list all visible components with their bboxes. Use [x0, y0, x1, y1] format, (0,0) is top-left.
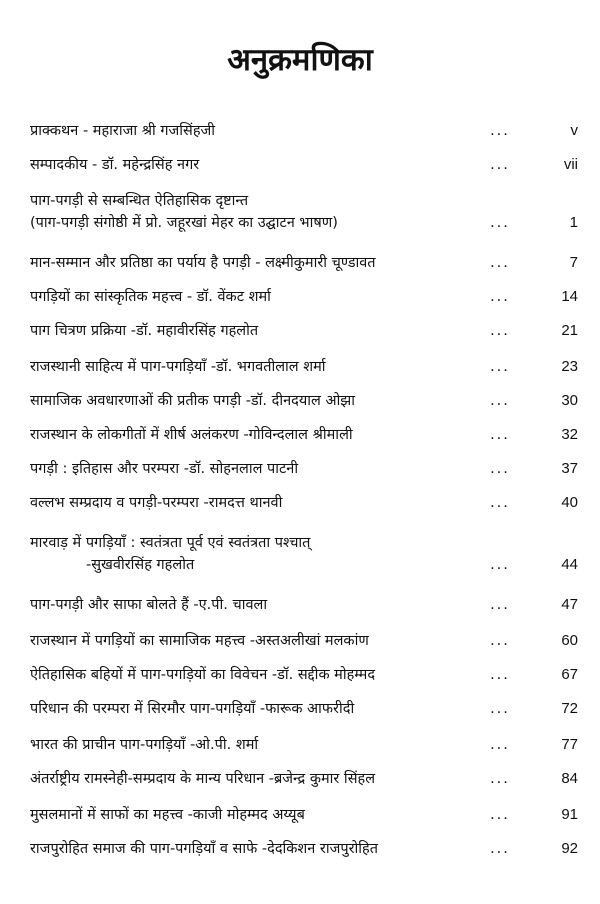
- toc-entry-title-line: पगड़ी : इतिहास और परम्परा -डॉ. सोहनलाल पाटनी: [30, 461, 299, 477]
- toc-entry: [30, 664, 578, 686]
- toc-entry-leader-dots: ...: [490, 771, 510, 787]
- toc-entry: [30, 320, 578, 342]
- toc-entry-title-line: राजस्थान के लोकगीतों में शीर्ष अलंकरण -गोविन्दलाल श्रीमाली: [30, 427, 353, 443]
- toc-entry-leader-dots: ...: [490, 393, 510, 409]
- toc-entry-title-line: परिधान की परम्परा में सिरमौर पाग-पगड़ियाँ -फारूक आफरीदी: [30, 701, 355, 717]
- toc-entry-page-number: 47: [561, 596, 578, 613]
- toc-entry-leader-dots: ...: [490, 633, 510, 649]
- toc-entry-title-line: मुसलमानों में साफों का महत्त्व -काजी मोहम्मद अय्यूब: [30, 807, 305, 823]
- toc-entry: [30, 458, 578, 480]
- toc-entry-page-number: 21: [561, 322, 578, 339]
- toc-entry-title-line: सम्पादकीय - डॉ. महेन्द्रसिंह नगर: [30, 157, 200, 173]
- toc-entry-page-number: 44: [561, 556, 578, 573]
- toc-entry-page-number: v: [570, 122, 578, 139]
- toc-entry-title-line: राजस्थानी साहित्य में पाग-पगड़ियाँ -डॉ. भगवतीलाल शर्मा: [30, 359, 326, 375]
- toc-entry-leader-dots: ...: [490, 215, 510, 231]
- toc-entry-title-line: वल्लभ सम्प्रदाय व पगड़ी-परम्परा -रामदत्त थानवी: [30, 495, 283, 511]
- toc-entry-title-line: (पाग-पगड़ी संगोष्ठी में प्रो. जहूरखां मेहर का उद्घाटन भाषण): [30, 215, 338, 231]
- toc-entry-title-line: राजस्थान में पगड़ियों का सामाजिक महत्त्व -अस्तअलीखां मलकांण: [30, 633, 369, 649]
- toc-entry-page-number: 23: [561, 358, 578, 375]
- toc-entry-leader-dots: ...: [490, 701, 510, 717]
- toc-entry-leader-dots: ...: [490, 427, 510, 443]
- toc-entry-page-number: vii: [563, 156, 578, 173]
- toc-entry-leader-dots: ...: [490, 807, 510, 823]
- toc-entry-leader-dots: ...: [490, 841, 510, 857]
- toc-entry: [30, 594, 578, 616]
- toc-entry-leader-dots: ...: [490, 557, 510, 573]
- toc-entry: [30, 532, 578, 576]
- toc-entry-leader-dots: ...: [490, 289, 510, 305]
- toc-entry-leader-dots: ...: [490, 667, 510, 683]
- toc-entry-title-line: ऐतिहासिक बहियों में पाग-पगड़ियों का विवेचन -डॉ. सद्दीक मोहम्मद: [30, 667, 376, 683]
- toc-entry-page-number: 84: [561, 770, 578, 787]
- toc-entry-page-number: 32: [561, 426, 578, 443]
- toc-entry: [30, 190, 578, 234]
- toc-entry-leader-dots: ...: [490, 123, 510, 139]
- toc-entry-title-line: मान-सम्मान और प्रतिष्ठा का पर्याय है पगड़ी - लक्ष्मीकुमारी चूण्डावत: [30, 255, 376, 271]
- toc-entry-title-line: राजपुरोहित समाज की पाग-पगड़ियाँ व साफे -देदकिशन राजपुरोहित: [30, 841, 379, 857]
- toc-entry-leader-dots: ...: [490, 461, 510, 477]
- toc-entry-page-number: 72: [561, 700, 578, 717]
- toc-entry-title-line: भारत की प्राचीन पाग-पगड़ियाँ -ओ.पी. शर्मा: [30, 737, 259, 753]
- toc-entry-title-line: पाग-पगड़ी से सम्बन्धित ऐतिहासिक दृष्टान्त: [30, 193, 249, 209]
- toc-entry-leader-dots: ...: [490, 157, 510, 173]
- page-title: अनुक्रमणिका: [227, 42, 373, 78]
- toc-entry-leader-dots: ...: [490, 255, 510, 271]
- toc-entry: [30, 154, 578, 176]
- toc-entry-title-line: पाग चित्रण प्रक्रिया -डॉ. महावीरसिंह गहलोत: [30, 323, 259, 339]
- toc-entry: [30, 804, 578, 826]
- toc-entry-page-number: 40: [561, 494, 578, 511]
- toc-entry-page-number: 37: [561, 460, 578, 477]
- toc-entry-leader-dots: ...: [490, 597, 510, 613]
- toc-entry: [30, 734, 578, 756]
- toc-entry-page-number: 67: [561, 666, 578, 683]
- toc-entry: [30, 286, 578, 308]
- toc-entry-page-number: 91: [561, 806, 578, 823]
- toc-entry: [30, 424, 578, 446]
- toc-entry: [30, 356, 578, 378]
- toc-entry: [30, 120, 578, 142]
- toc-entry: [30, 252, 578, 274]
- toc-entry-title-line: पाग-पगड़ी और साफा बोलते हैं -ए.पी. चावला: [30, 597, 268, 613]
- toc-entry-title-line: प्राक्कथन - महाराजा श्री गजसिंहजी: [30, 123, 216, 139]
- toc-entry-leader-dots: ...: [490, 323, 510, 339]
- toc-entry: [30, 838, 578, 860]
- toc-entry-page-number: 60: [561, 632, 578, 649]
- toc-entry-leader-dots: ...: [490, 737, 510, 753]
- toc-entry-page-number: 30: [561, 392, 578, 409]
- toc-entry-leader-dots: ...: [490, 495, 510, 511]
- toc-entry-leader-dots: ...: [490, 359, 510, 375]
- toc-entry-page-number: 7: [569, 254, 578, 271]
- toc-entry: [30, 390, 578, 412]
- toc-entry-title-line: मारवाड़ में पगड़ियाँ : स्वतंत्रता पूर्व एवं स्वतंत्रता पश्चात्: [30, 535, 311, 551]
- toc-entry-page-number: 92: [561, 840, 578, 857]
- toc-entry: [30, 698, 578, 720]
- toc-entry-page-number: 1: [569, 214, 578, 231]
- toc-entry: [30, 492, 578, 514]
- toc-entry-title-line: -सुखवीरसिंह गहलोत: [86, 557, 195, 573]
- toc-entry-page-number: 14: [561, 288, 578, 305]
- toc-entry-page-number: 77: [561, 736, 578, 753]
- toc-entry-title-line: पगड़ियों का सांस्कृतिक महत्त्व - डॉ. वेंकट शर्मा: [30, 289, 271, 305]
- toc-entry: [30, 768, 578, 790]
- toc-entry-title-line: अंतर्राष्ट्रीय रामस्नेही-सम्प्रदाय के मान्य परिधान -ब्रजेन्द्र कुमार सिंहल: [30, 771, 376, 787]
- toc-entry-title-line: सामाजिक अवधारणाओं की प्रतीक पगड़ी -डॉ. दीनदयाल ओझा: [30, 393, 356, 409]
- toc-entry: [30, 630, 578, 652]
